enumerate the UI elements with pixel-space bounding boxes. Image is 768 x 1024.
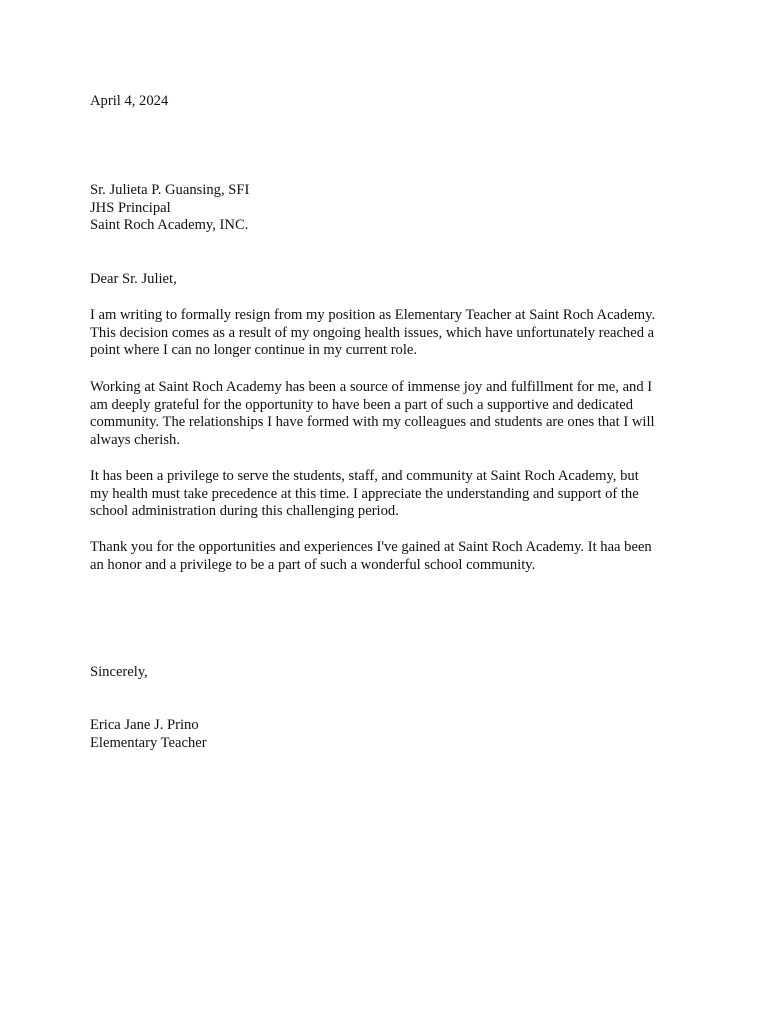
letter-date	[90, 93, 690, 111]
signer-name: Erica Jane J. Prino	[90, 717, 199, 733]
paragraph-line: my health must take precedence at this time. I appreciate the understanding and support of the	[90, 485, 639, 502]
recipient-organization: Saint Roch Academy, INC.	[90, 217, 249, 234]
paragraph-line: an honor and a privilege to be a part of such a wonderful school community.	[90, 556, 536, 573]
closing-text: Sincerely,	[90, 664, 148, 680]
paragraph-line: It has been a privilege to serve the students, staff, and community at Saint Roch Academy, but	[90, 468, 639, 484]
recipient-name: Sr. Julieta P. Guansing, SFI	[90, 182, 250, 198]
date-text: April 4, 2024	[90, 93, 169, 109]
paragraph-line: Thank you for the opportunities and experiences I've gained at Saint Roch Academy. It haa been	[90, 539, 652, 555]
body-paragraph-1	[90, 307, 690, 360]
paragraph-line: am deeply grateful for the opportunity to have been a part of such a supportive and dedicated	[90, 396, 634, 413]
paragraph-line: point where I can no longer continue in my current role.	[90, 342, 418, 359]
recipient-address	[90, 182, 690, 235]
salutation-text: Dear Sr. Juliet,	[90, 271, 177, 287]
paragraph-line: I am writing to formally resign from my position as Elementary Teacher at Saint Roch Academy.	[90, 307, 656, 323]
closing	[90, 664, 690, 682]
paragraph-line: Working at Saint Roch Academy has been a source of immense joy and fulfillment for me, and I	[90, 379, 653, 395]
signer-title: Elementary Teacher	[90, 734, 207, 751]
paragraph-line: community. The relationships I have formed with my colleagues and students are ones that I will	[90, 414, 655, 431]
paragraph-line: always cherish.	[90, 432, 180, 449]
signature-block	[90, 717, 690, 752]
body-paragraph-2	[90, 379, 690, 450]
body-paragraph-4	[90, 539, 690, 574]
recipient-title: JHS Principal	[90, 199, 171, 216]
paragraph-line: This decision comes as a result of my ongoing health issues, which have unfortunately reached a	[90, 324, 655, 341]
body-paragraph-3	[90, 468, 690, 521]
paragraph-line: school administration during this challenging period.	[90, 503, 399, 520]
salutation	[90, 271, 690, 289]
